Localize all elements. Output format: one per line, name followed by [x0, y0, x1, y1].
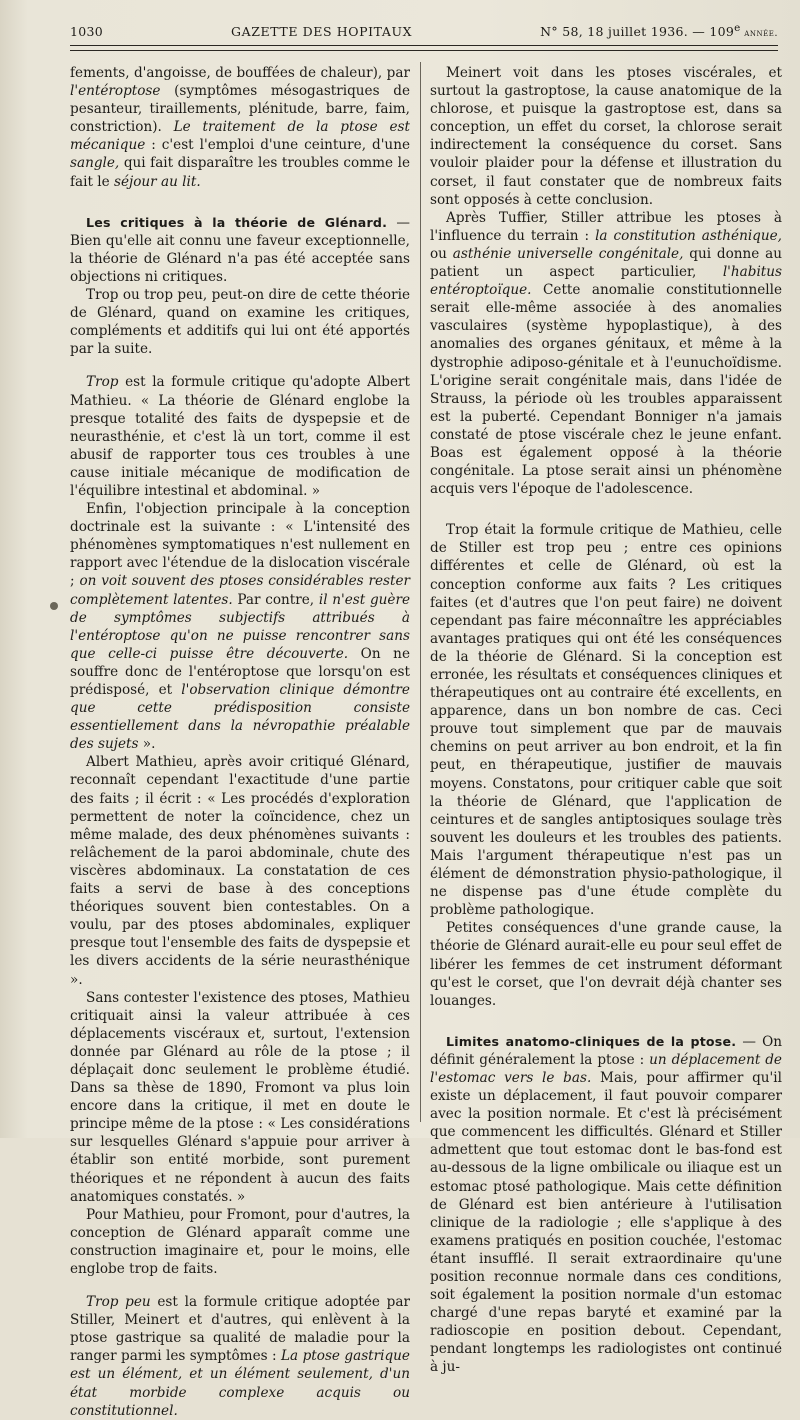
page-number: 1030 [70, 24, 104, 40]
section-heading: Les critiques à la théorie de Glénard. [86, 214, 388, 230]
paragraph: fements, d'angoisse, de bouffées de chaleur), par l'entéroptose (symptômes mésogastriques de pesanteur, tiraillements, plénitude, barre, faim, constriction). Le traitement de la ptose est mécanique : c'est l'emploi d'une ceinture, d'une sangle, qui fait disparaître les troubles comme le fait le séjour au lit. [70, 65, 410, 190]
paragraph: Meinert voit dans les ptoses viscérales, et surtout la gastroptose, la cause anatomique de la chlorose, et puisque la gastroptose est, dans sa conception, un effet du corset, la chlorose serait indirectement la conséquence du corset. Sans vouloir plaider pour la défense et illustration du corset, il faut constater que de nombreux faits sont opposés à cette conclusion. [430, 65, 782, 208]
issue-info [540, 22, 778, 39]
paragraph: Trop peu est la formule critique adoptée par Stiller, Meinert et d'autres, qui enlèvent à la ptose gastrique sa qualité de maladie pour la ranger parmi les symptômes : La ptose gastrique est un élément, et un élément seulement, d'un état morbide complexe acquis ou constitutionnel. [70, 1294, 410, 1419]
paragraph: Trop ou trop peu, peut-on dire de cette théorie de Glénard, quand on examine les critiques, compléments et additifs qui lui ont été apportés par la suite. [70, 287, 410, 358]
paragraph-section-heading: Les critiques à la théorie de Glénard. — Bien qu'elle ait connu une faveur exceptionnelle, la théorie de Glénard n'a pas été acceptée sans objections ni critiques. [70, 214, 410, 285]
paragraph: Trop est la formule critique qu'adopte Albert Mathieu. « La théorie de Glénard englobe la presque totalité des faits de dyspepsie et de neurasthénie, et c'est là un tort, comme il est abusif de rapporter tous ces troubles à une cause initiale mécanique de modification de l'équilibre intestinal et abdominal. » [70, 374, 410, 499]
paragraph: Petites conséquences d'une grande cause, la théorie de Glénard aurait-elle eu pour seul effet de libérer les femmes de cet instrument déformant qu'est le corset, que l'on devrait déjà chanter ses louanges. [430, 920, 782, 1009]
running-header [70, 22, 778, 44]
year-label: année. [740, 28, 778, 40]
header-rule-thick [70, 45, 778, 46]
paragraph: Trop était la formule critique de Mathieu, celle de Stiller est trop peu ; entre ces opinions différentes et celle de Glénard, où est la conception conforme aux faits ? Les critiques faites (et d'autres que l'on peut faire) ne doivent cependant pas faire méconnaître les appréciables avantages pratiques qui ont été les conséquences de la théorie de Glénard. Si la conception est erronée, les résultats et conséquences cliniques et thérapeutiques ont au contraire été excellents, en apparence, dans un bon nombre de cas. Ceci prouve tout simplement que par de mauvais chemins on peut arriver au bon endroit, et la fin peut, en thérapeutique, justifier de mauvais moyens. Constatons, pour critiquer cable que soit la théorie de Glénard, que l'application de ceintures et de sangles antiptosiques soulage très souvent les douleurs et les troubles des patients. Mais l'argument thérapeutique n'est pas un élément de démonstration physio-pathologique, il ne dispense pas d'une étude complète du problème pathologique. [430, 522, 782, 919]
paragraph: Enfin, l'objection principale à la conception doctrinale est la suivante : « L'intensité des phénomènes symptomatiques n'est nullement en rapport avec l'étendue de la dislocation viscérale ; on voit souvent des ptoses considérables rester complètement latentes. Par contre, il n'est guère de symptômes subjectifs attribués à l'entéroptose qu'on ne puisse rencontrer sans que celle-ci puisse être découverte. On ne souffre donc de l'entéroptose que lorsqu'on est prédisposé, et l'observation clinique démontre que cette prédisposition consiste essentiellement dans la névropathie préalable des sujets ». [70, 501, 411, 753]
year-superscript: e [734, 22, 741, 34]
section-heading: Limites anatomo-cliniques de la ptose. [446, 1033, 737, 1049]
header-rule-thin [70, 50, 778, 51]
margin-ink-spot [50, 602, 58, 610]
paragraph: Albert Mathieu, après avoir critiqué Glénard, reconnaît cependant l'exactitude d'une partie des faits ; il écrit : « Les procédés d'exploration permettent de noter la coïncidence, chez un même malade, des deux phénomènes suivants : relâchement de la paroi abdominale, chute des viscères abdominaux. La constatation de ces faits a servi de base à des conceptions théoriques souvent bien contestables. On a voulu, par des ptoses abdominales, expliquer presque tout l'ensemble des faits de dyspepsie et les divers accidents de la série neurasthénique ». [70, 754, 410, 988]
paragraph-section-heading: Limites anatomo-cliniques de la ptose. — On définit généralement la ptose : un déplacement de l'estomac vers le bas. Mais, pour affirmer qu'il existe un déplacement, il faut pouvoir comparer avec la position normale. Et c'est là précisément que commencent les difficultés. Glénard et Stiller admettent que tout estomac dont le bas-fond est au-dessous de la ligne ombilicale ou iliaque est un estomac ptosé pathologique. Mais cette définition de Glénard est bien antérieure à l'utilisation clinique de la radiologie ; elle s'applique à des examens pratiqués en position couchée, l'estomac étant insufflé. Il serait extraordinaire qu'une position reconnue normale dans ces conditions, soit également la position normale d'un estomac chargé d'une repas baryté et examiné par la radioscopie en position debout. Cependant, pendant longtemps les radiologistes ont continué à ju- [430, 1033, 782, 1376]
journal-title: GAZETTE DES HOPITAUX [231, 24, 413, 40]
paragraph: Après Tuffier, Stiller attribue les ptoses à l'influence du terrain : la constitution asthénique, ou asthénie universelle congénitale, qui donne au patient un aspect particulier, l'habitus entéroptoïque. Cette anomalie constitutionnelle serait elle-même associée à des anomalies vasculaires (système hypoplastique), à des anomalies des organes génitaux, et même à la dystrophie adiposo-génitale et à l'eunuchoïdisme. L'origine serait congénitale mais, dans l'idée de Strauss, la période où les troubles apparaissent est la puberté. Cependant Bonniger n'a jamais constaté de ptose viscérale chez le jeune enfant. Boas est également opposé à la théorie congénitale. La ptose serait ainsi un phénomène acquis vers l'époque de l'adolescence. [430, 209, 783, 498]
paragraph: Sans contester l'existence des ptoses, Mathieu critiquait ainsi la valeur attribuée à ces déplacements viscéraux et, surtout, l'extension donnée par Glénard au rôle de la ptose ; il déplaçait donc seulement le problème étudié. Dans sa thèse de 1890, Fromont va plus loin encore dans la critique, il met en doute le principe même de la ptose : « Les considérations sur lesquelles Glénard s'appuie pour arriver à établir son entité morbide, sont purement théoriques et ne répondent à aucun des faits anatomiques constatés. » [70, 989, 410, 1205]
column-divider [420, 62, 421, 1122]
paragraph: Pour Mathieu, pour Fromont, pour d'autres, la conception de Glénard apparaît comme une construction imaginaire et, pour le moins, elle englobe trop de faits. [70, 1206, 410, 1277]
right-column [430, 64, 782, 1377]
issue-date: N° 58, 18 juillet 1936. — 109 [540, 24, 735, 40]
left-column [70, 64, 410, 1420]
